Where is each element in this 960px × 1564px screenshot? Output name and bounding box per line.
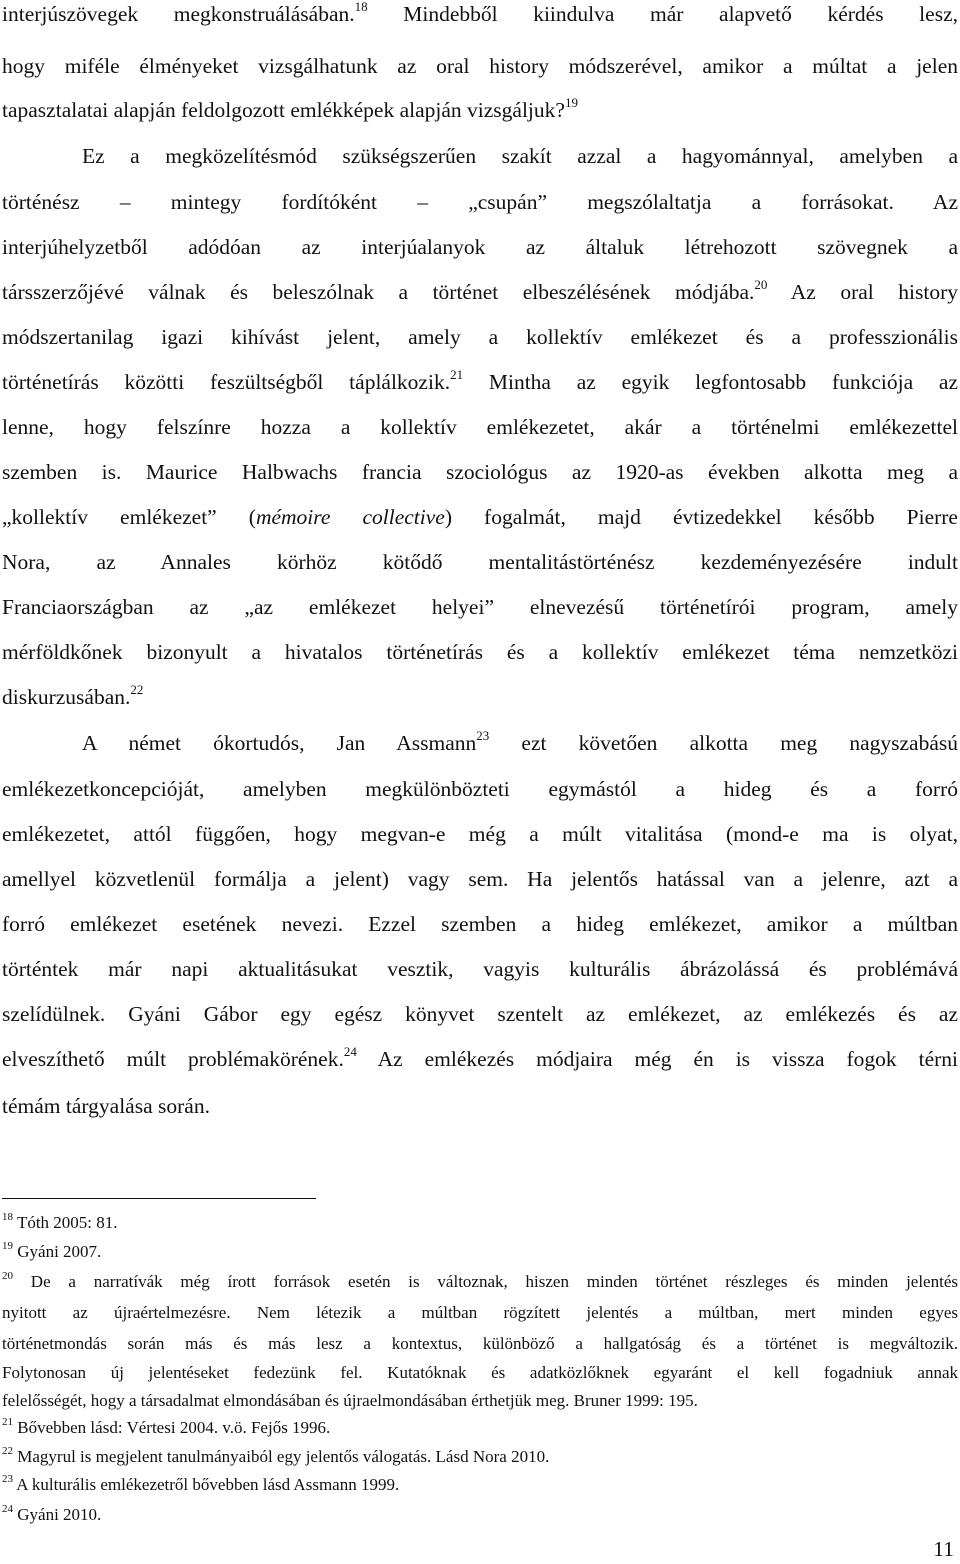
footnote-ref-21[interactable]: 21 bbox=[450, 366, 464, 382]
body-line-18: emlékezetkoncepcióját, amelyben megkülönbözteti egymástól a hideg és a forró bbox=[2, 777, 958, 801]
body-line-1 bbox=[2, 0, 958, 28]
footnote-19 bbox=[2, 1241, 958, 1263]
footnote-20-line-1 bbox=[2, 1271, 958, 1293]
body-line-12 bbox=[2, 503, 958, 531]
footnote-ref-24[interactable]: 24 bbox=[343, 1043, 357, 1059]
footnote-text: Bővebben lásd: Vértesi 2004. v.ö. Fejős 1996. bbox=[13, 1418, 331, 1437]
body-text: Az emlékezés módjaira még én is vissza fogok térni bbox=[356, 1047, 958, 1071]
body-line-17 bbox=[82, 729, 958, 757]
body-line-14: Franciaországban az „az emlékezet helyei” elnevezésű történetírói program, amely bbox=[2, 595, 958, 619]
footnote-number: 21 bbox=[2, 1416, 13, 1429]
footnote-number: 24 bbox=[2, 1503, 13, 1516]
body-line-2: hogy miféle élményeket vizsgálhatunk az oral history módszerével, amikor a múltat a jelen bbox=[2, 54, 958, 78]
body-text: Mintha az egyik legfontosabb funkciója az bbox=[463, 370, 958, 394]
body-line-10: lenne, hogy felszínre hozza a kollektív emlékezetet, akár a történelmi emlékezettel bbox=[2, 415, 958, 439]
footnote-number: 19 bbox=[2, 1240, 13, 1253]
footnote-number: 23 bbox=[2, 1473, 13, 1486]
body-text: Mindebből kiindulva már alapvető kérdés lesz, bbox=[367, 2, 958, 26]
body-text: ) fogalmát, majd évtizedekkel később Pierre bbox=[444, 505, 958, 529]
footnote-18 bbox=[2, 1212, 958, 1234]
page-number: 11 bbox=[933, 1537, 954, 1561]
body-line-21: forró emlékezet esetének nevezi. Ezzel szemben a hideg emlékezet, amikor a múltban bbox=[2, 912, 958, 936]
body-line-8: módszertanilag igazi kihívást jelent, amely a kollektív emlékezet és a professzionális bbox=[2, 325, 958, 349]
body-text: társszerzőjévé válnak és beleszólnak a történet elbeszélésének módjába. bbox=[2, 280, 755, 304]
body-line-4: Ez a megközelítésmód szükségszerűen szakít azzal a hagyománnyal, amelyben a bbox=[82, 144, 958, 168]
body-line-20: amellyel közvetlenül formálja a jelent) vagy sem. Ha jelentős hatással van a jelenre, azt a bbox=[2, 867, 958, 891]
body-text: diskurzusában. bbox=[2, 685, 131, 709]
footnote-ref-18[interactable]: 18 bbox=[354, 0, 368, 14]
footnote-number: 20 bbox=[2, 1270, 13, 1283]
footnote-separator bbox=[2, 1198, 316, 1199]
body-line-13: Nora, az Annales körhöz kötődő mentalitástörténész kezdeményezésére indult bbox=[2, 550, 958, 574]
body-text: tapasztalatai alapján feldolgozott emlékképek alapján vizsgáljuk? bbox=[2, 98, 565, 122]
footnote-20-line-3: történetmondás során más és más lesz a kontextus, különböző a hallgatóság és a történet is megváltozik. bbox=[2, 1334, 958, 1353]
body-line-22: történtek már napi aktualitásukat vesztik, vagyis kulturális ábrázolássá és problémává bbox=[2, 957, 958, 981]
footnote-ref-19[interactable]: 19 bbox=[564, 94, 578, 110]
footnote-text: Gyáni 2007. bbox=[13, 1242, 102, 1261]
body-line-25: témám tárgyalása során. bbox=[2, 1094, 210, 1118]
body-line-6: interjúhelyzetből adódóan az interjúalanyok az általuk létrehozott szövegnek a bbox=[2, 235, 958, 259]
footnote-20-line-2: nyitott az újraértelmezésre. Nem létezik a múltban rögzített jelentés a múltban, mert minden egyes bbox=[2, 1303, 958, 1322]
footnote-21 bbox=[2, 1417, 958, 1439]
footnote-23 bbox=[2, 1474, 958, 1496]
footnote-20-line-4: Folytonosan új jelentéseket fedezünk fel. Kutatóknak és adatközlőknek egyaránt el kell fogadniuk annak bbox=[2, 1363, 958, 1382]
body-line-23: szelídülnek. Gyáni Gábor egy egész könyvet szentelt az emlékezet, az emlékezés és az bbox=[2, 1002, 958, 1026]
body-line-19: emlékezetet, attól függően, hogy megvan-e még a múlt vitalitása (mond-e ma is olyat, bbox=[2, 822, 958, 846]
footnote-text: A kulturális emlékezetről bővebben lásd Assmann 1999. bbox=[13, 1475, 400, 1494]
body-text: „kollektív emlékezet” ( bbox=[2, 505, 256, 529]
body-text: történetírás közötti feszültségből táplálkozik. bbox=[2, 370, 451, 394]
footnote-text: De a narratívák még írott források esetén is változnak, hiszen minden történet részleges és minden jelentés bbox=[13, 1272, 958, 1291]
footnote-20-line-5: felelősségét, hogy a társadalmat elmondásában és újraelmondásában érthetjük meg. Bruner 1999: 195. bbox=[2, 1391, 698, 1410]
footnote-number: 22 bbox=[2, 1445, 13, 1458]
body-line-7 bbox=[2, 278, 958, 306]
footnote-ref-23[interactable]: 23 bbox=[476, 727, 490, 743]
body-text: Az oral history bbox=[767, 280, 958, 304]
footnote-text: Gyáni 2010. bbox=[13, 1505, 102, 1524]
footnote-text: Tóth 2005: 81. bbox=[13, 1213, 118, 1232]
body-text: A német ókortudós, Jan Assmann bbox=[82, 731, 477, 755]
body-line-11: szemben is. Maurice Halbwachs francia szociológus az 1920-as években alkotta meg a bbox=[2, 460, 958, 484]
footnote-number: 18 bbox=[2, 1211, 13, 1224]
body-text: elveszíthető múlt problémakörének. bbox=[2, 1047, 344, 1071]
footnote-ref-22[interactable]: 22 bbox=[130, 681, 144, 697]
body-line-24 bbox=[2, 1045, 958, 1073]
footnote-text: Magyrul is megjelent tanulmányaiból egy jelentős válogatás. Lásd Nora 2010. bbox=[13, 1447, 550, 1466]
body-line-9 bbox=[2, 368, 958, 396]
italic-term: mémoire collective bbox=[255, 505, 445, 529]
body-line-5: történész – mintegy fordítóként – „csupán” megszólaltatja a forrásokat. Az bbox=[2, 190, 958, 214]
body-line-3 bbox=[2, 96, 958, 124]
body-text: ezt követően alkotta meg nagyszabású bbox=[489, 731, 959, 755]
footnote-ref-20[interactable]: 20 bbox=[754, 276, 768, 292]
body-line-16 bbox=[2, 683, 958, 711]
body-line-15: mérföldkőnek bizonyult a hivatalos történetírás és a kollektív emlékezet téma nemzetközi bbox=[2, 640, 958, 664]
footnote-24 bbox=[2, 1504, 958, 1526]
footnote-22 bbox=[2, 1446, 958, 1468]
body-text: interjúszövegek megkonstruálásában. bbox=[2, 2, 355, 26]
